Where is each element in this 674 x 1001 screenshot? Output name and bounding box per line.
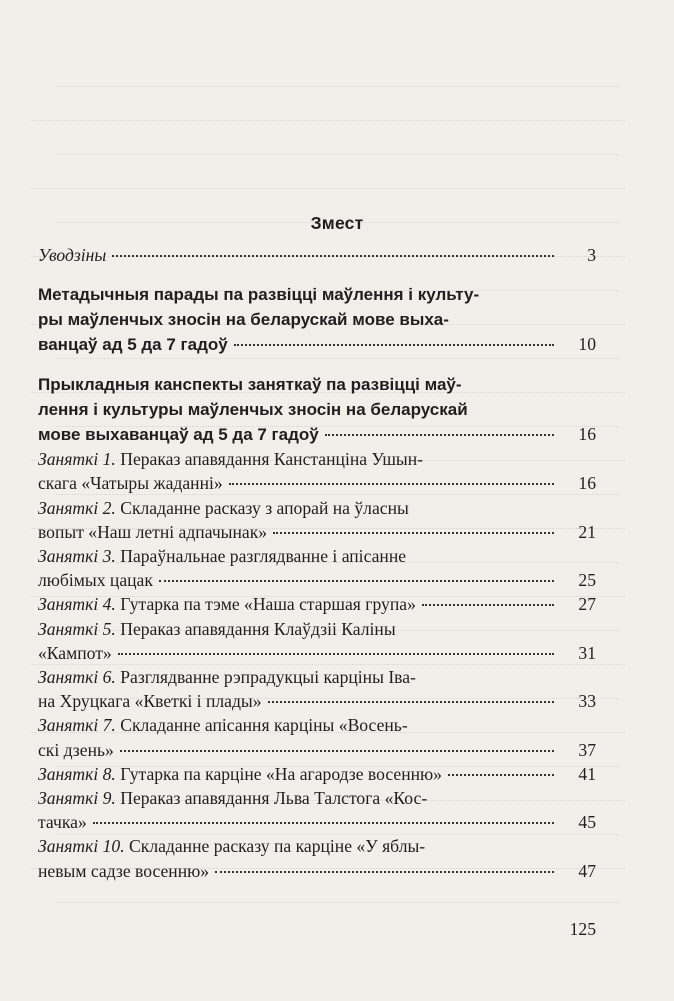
toc-page-number: 3 (587, 245, 596, 265)
toc-entry-text (38, 667, 416, 687)
toc-entry-line: любімых цацак (38, 570, 153, 591)
dot-leader (325, 434, 554, 436)
toc-entry-label: Заняткі 2. (38, 497, 116, 518)
toc-entry-text (38, 689, 262, 713)
toc-entry-label: Уводзіны (38, 245, 107, 265)
toc-entry-text (38, 422, 319, 447)
page-number: 125 (569, 919, 596, 939)
toc-entry-line: Гутарка па тэме «Наша старшая група» (120, 594, 416, 615)
toc-lesson-entry (38, 834, 596, 882)
dot-leader (234, 344, 554, 346)
toc-lesson-entry (38, 592, 596, 616)
dot-leader (448, 774, 554, 776)
toc-entry-text (38, 568, 153, 592)
toc-entry-label: Заняткі 3. (38, 546, 116, 567)
dot-leader (159, 580, 554, 582)
toc-page-number: 16 (578, 424, 596, 445)
toc-section-entry (38, 282, 596, 357)
toc-entry-line: «Кампот» (38, 642, 112, 663)
toc-entry-text (38, 471, 223, 495)
page-title: Змест (310, 213, 364, 233)
toc-entry-line: скага «Чатыры жаданні» (38, 473, 223, 494)
toc-entry-line: Гутарка па карціне «На агародзе восенню» (120, 763, 442, 784)
toc-section-entry (38, 372, 596, 447)
toc-entry-line: Метадычныя парады па развіцці маўлення і культу- (38, 285, 480, 305)
toc-entry-text (38, 546, 406, 566)
toc-entry-label: Заняткі 8. (38, 763, 116, 784)
toc-entry-text (38, 592, 416, 616)
toc-page-number: 25 (578, 570, 596, 591)
toc-entry-line: Пераказ апавядання Канстанціна Ушын- (120, 449, 424, 470)
table-of-contents (38, 243, 596, 883)
toc-entry-line: вопыт «Наш летні адпачынак» (38, 521, 268, 542)
toc-entry-text (38, 285, 479, 304)
toc-lesson-entry (38, 713, 596, 761)
toc-entry-text (38, 715, 408, 735)
toc-page-number: 37 (578, 739, 596, 760)
toc-lesson-entry (38, 544, 596, 592)
toc-page-number: 10 (578, 334, 596, 355)
toc-entry-text (38, 375, 462, 394)
toc-page-number: 21 (578, 521, 596, 542)
toc-entry-label: Заняткі 10. (38, 836, 125, 857)
toc-entry-text (38, 788, 427, 808)
toc-lesson-entry (38, 665, 596, 713)
dot-leader (112, 255, 554, 257)
toc-page-number: 16 (578, 473, 596, 494)
toc-page-number: 27 (578, 594, 596, 615)
dot-leader (422, 604, 554, 606)
toc-page-number: 33 (578, 691, 596, 712)
dot-leader (268, 701, 554, 703)
toc-entry-label: Заняткі 6. (38, 667, 116, 688)
toc-entry-line: Складанне расказу па карціне «У яблы- (129, 836, 426, 857)
toc-entry-label: Заняткі 1. (38, 449, 116, 470)
toc-entry-line: мове выхаванцаў ад 5 да 7 гадоў (38, 425, 319, 445)
toc-page-number: 41 (578, 763, 596, 784)
toc-entry-line: ванцаў ад 5 да 7 гадоў (38, 335, 228, 355)
toc-entry-line: Складанне апісання карціны «Восень- (120, 715, 408, 736)
toc-lesson-entry (38, 496, 596, 544)
toc-entry-line: невым садзе восенню» (38, 860, 210, 881)
toc-entry-label: Заняткі 9. (38, 788, 116, 809)
toc-entry-text (38, 449, 423, 469)
toc-entry-text (38, 619, 396, 639)
toc-entry-line: ры маўленчых зносін на беларускай мове выха- (38, 310, 449, 330)
toc-entry-line: на Хруцкага «Кветкі і плады» (38, 691, 262, 712)
dot-leader (93, 822, 554, 824)
toc-entry-text (38, 520, 267, 544)
toc-lesson-entry (38, 762, 596, 786)
toc-entry-line: тачка» (38, 812, 87, 833)
toc-lesson-entry (38, 447, 596, 495)
toc-entry-line: Пераказ апавядання Клаўдзіі Каліны (120, 618, 396, 639)
toc-intro-entry (38, 243, 596, 267)
toc-entry-label: Заняткі 4. (38, 594, 116, 615)
dot-leader (120, 750, 554, 752)
toc-entry-line: лення і культуры маўленчых зносін на беларускай (38, 400, 468, 420)
toc-entry-line: Разглядванне рэпрадукцыі карціны Іва- (120, 667, 416, 688)
toc-lesson-entry (38, 786, 596, 834)
toc-lesson-entry (38, 617, 596, 665)
toc-entry-line: Пераказ апавядання Льва Талстога «Кос- (120, 788, 428, 809)
toc-entry-text (38, 498, 409, 518)
toc-entry-text (38, 641, 112, 665)
toc-entry-label: Заняткі 7. (38, 715, 116, 736)
toc-entry-text (38, 859, 209, 883)
dot-leader (273, 532, 554, 534)
toc-page-number: 47 (578, 860, 596, 881)
toc-entry-text (38, 310, 449, 329)
toc-entry-text (38, 400, 468, 419)
toc-entry-text (38, 762, 442, 786)
dot-leader (215, 871, 554, 873)
toc-entry-text (38, 332, 228, 357)
toc-entry-line: Прыкладныя канспекты заняткаў па развіцці маў- (38, 375, 462, 395)
toc-page-number: 31 (578, 642, 596, 663)
toc-entry-text (38, 738, 114, 762)
dot-leader (118, 653, 554, 655)
toc-page-number: 45 (578, 812, 596, 833)
toc-entry-label: Заняткі 5. (38, 618, 116, 639)
toc-entry-line: Складанне расказу з апорай на ўласны (120, 497, 409, 518)
toc-entry-text (38, 243, 106, 267)
dot-leader (229, 483, 554, 485)
toc-entry-line: Параўнальнае разглядванне і апісанне (120, 546, 407, 567)
toc-entry-text (38, 836, 425, 856)
toc-entry-line: скі дзень» (38, 739, 114, 760)
toc-entry-text (38, 810, 87, 834)
